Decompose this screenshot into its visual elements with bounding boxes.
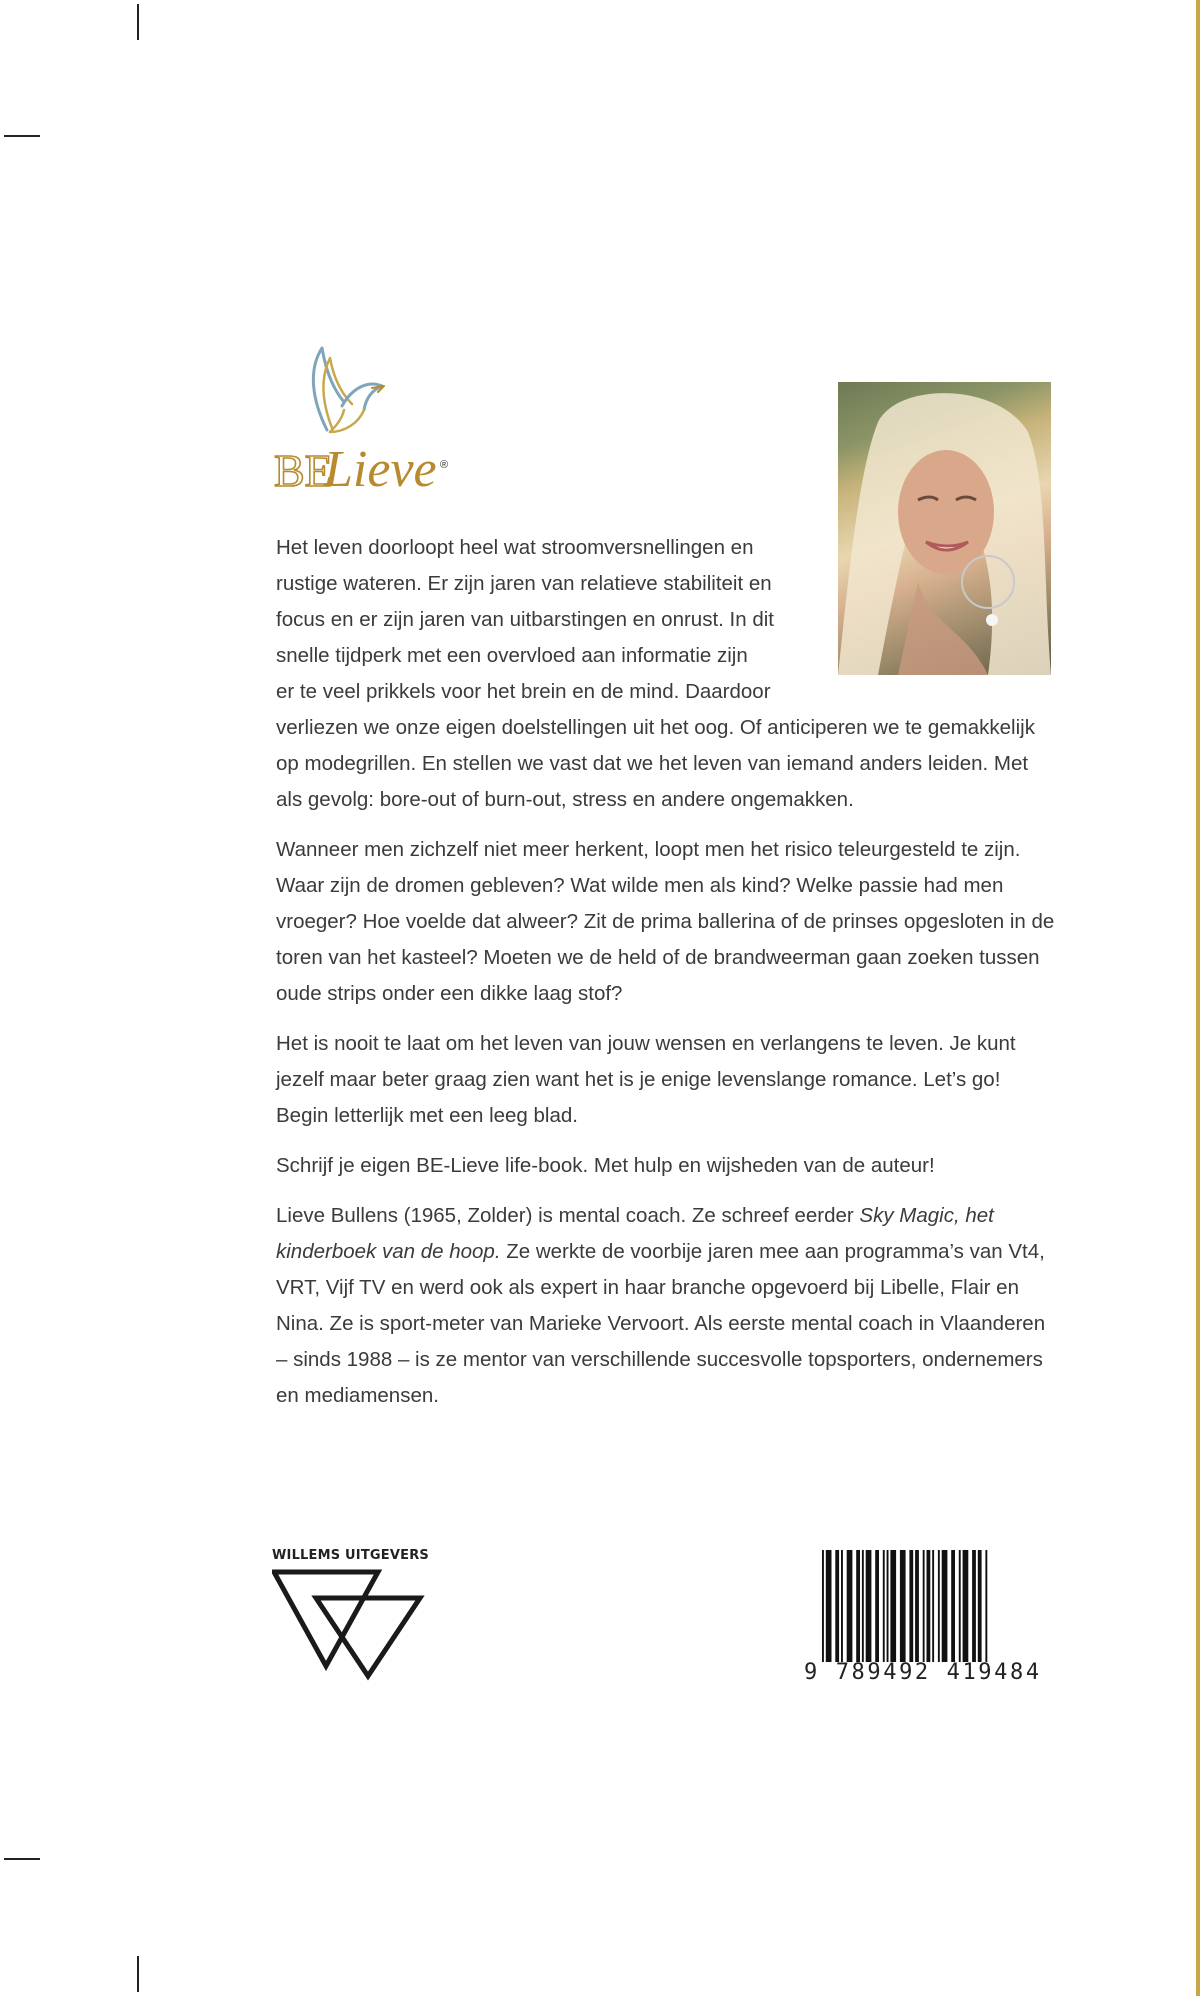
barcode-bar [890,1550,896,1662]
publisher-name: WILLEMS UITGEVERS [272,1548,429,1563]
barcode-bar [883,1550,885,1662]
dove-icon [313,348,384,432]
barcode-bar [923,1550,925,1662]
barcode-bar [835,1550,839,1662]
barcode-bar [915,1550,919,1662]
paragraph-intro [276,530,1056,818]
intro-line: Het leven doorloopt heel wat stroomversnellingen en [276,536,754,559]
barcode-bar [978,1550,982,1662]
paragraph-never-too-late: Het is nooit te laat om het leven van jouw wensen en verlangens te leven. Je kunt jezelf maar beter graag zien want het is je enige levenslange romance. Let’s go! Begin letterlijk met een leeg blad. [276,1032,1016,1127]
barcode-bar [985,1550,987,1662]
isbn-number: 9 789492 419484 [804,1660,1042,1685]
intro-line: focus en er zijn jaren van uitbarstingen en onrust. In dit [276,608,774,631]
intro-line: er te veel prikkels voor het brein en de mind. Daardoor [276,680,771,703]
be-lieve-logo [272,340,472,500]
barcode-bar [866,1550,872,1662]
barcode-bar [847,1550,853,1662]
bio-book-title: Sky Magic, het kinderboek van de hoop. [276,1204,994,1263]
bio-start: Lieve Bullens (1965, Zolder) is mental coach. Ze schreef eerder [276,1204,860,1227]
barcode-bar [841,1550,843,1662]
barcode-bar [959,1550,961,1662]
intro-rest: verliezen we onze eigen doelstellingen uit het oog. Of anticiperen we te gemakkelijk op modegrillen. En stellen we vast dat we het leven van iemand anders leiden. Met als gevolg: bore-out of burn-out, stress en andere ongemakken. [276,716,1035,811]
barcode-bar [822,1550,824,1662]
willems-uitgevers-logo [272,1546,432,1686]
barcode-bar [951,1550,955,1662]
logo-be-text: BE [274,445,333,496]
logo-registered-mark: ® [440,459,449,471]
paragraph-author-bio [276,1198,1056,1414]
paragraph-life-book: Schrijf je eigen BE-Lieve life-book. Met hulp en wijsheden van de auteur! [276,1154,935,1177]
barcode-bar [875,1550,879,1662]
spine-edge [1196,0,1200,1996]
barcode-bar [927,1550,931,1662]
bio-end: Ze werkte de voorbije jaren mee aan programma’s van Vt4, VRT, Vijf TV en werd ook als expert in haar branche opgevoerd bij Libelle, Flair en Nina. Ze is sport-meter van Marieke Vervoort. Als eerste mental coach in Vlaanderen – sinds 1988 – is ze mentor van verschillende succesvolle topsporters, ondernemers en mediamensen. [276,1240,1046,1407]
crop-mark-top-left [137,4,139,40]
intro-line: snelle tijdperk met een overvloed aan informatie zijn [276,644,748,667]
barcode-bar [856,1550,860,1662]
barcode-bar [932,1550,934,1662]
crop-mark-left-bottom [4,1858,40,1860]
back-cover-text [276,530,1056,1428]
barcode-bar [942,1550,948,1662]
barcode-bar [963,1550,969,1662]
paragraph-recognition: Wanneer men zichzelf niet meer herkent, loopt men het risico teleurgesteld te zijn. Waar zijn de dromen gebleven? Wat wilde men als kind? Welke passie had men vroeger? Hoe voelde dat alweer? Zit de prima ballerina of de prinses opgesloten in de toren van het kasteel? Moeten we de held of de brandweerman gaan zoeken tussen oude strips onder een dikke laag stof? [276,838,1055,1005]
barcode-bar [887,1550,889,1662]
crop-mark-bottom-left [137,1956,139,1992]
logo-lieve-text: Lieve [324,441,437,498]
barcode-bar [826,1550,832,1662]
intro-line: rustige wateren. Er zijn jaren van relatieve stabiliteit en [276,572,772,595]
crop-mark-left-top [4,135,40,137]
barcode-bar [938,1550,940,1662]
paragraph-intro-wrapped [276,530,791,710]
barcode-bar [972,1550,976,1662]
barcode-bar [900,1550,906,1662]
barcode-bar [909,1550,913,1662]
barcode-bar [862,1550,864,1662]
